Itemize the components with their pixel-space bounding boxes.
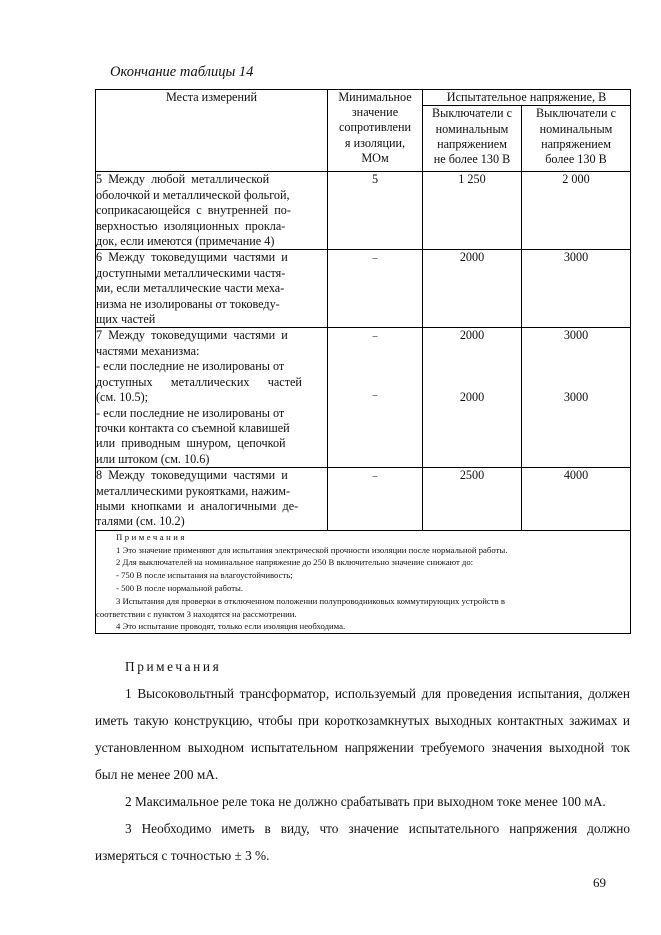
place-line: - если последние не изолированы от xyxy=(96,405,285,420)
header-min-value xyxy=(328,90,423,172)
voltage-le130-value-a: 2000 xyxy=(459,390,485,405)
min-resistance-value: 5 xyxy=(328,172,423,250)
place-line: ными кнопками и аналогичными де- xyxy=(96,498,299,513)
min-resistance-value xyxy=(328,250,423,328)
place-line: низма не изолированы от токоведу- xyxy=(96,296,280,311)
place-line: талями (см. 10.2) xyxy=(96,514,185,529)
row-place-cell xyxy=(96,250,328,328)
voltage-le130-value: 2500 xyxy=(423,468,522,531)
place-line: частями механизма: xyxy=(96,343,200,358)
voltage-le130-value: 1 250 xyxy=(423,172,522,250)
header-test-voltage: Испытательное напряжение, В xyxy=(423,90,631,106)
footnote-paragraph: 3 Необходимо иметь в виду, что значение испытательного напряжения должно измеряться с точностью ± 3 %. xyxy=(95,821,630,863)
header-min-line: МОм xyxy=(361,150,389,165)
table-note: - 500 В после нормальной работы. xyxy=(116,582,244,593)
table-notes-row xyxy=(96,530,631,633)
place-line: 5 Между любой металлической xyxy=(96,172,270,187)
place-line: доступных металлических частей xyxy=(96,374,302,389)
place-line: или штоком (см. 10.6) xyxy=(96,451,210,466)
table-notes-heading: Примечания xyxy=(116,531,187,542)
min-resistance-value-a xyxy=(328,387,422,403)
place-line: 6 Между токоведущими частями и xyxy=(96,250,288,265)
place-line: точки контакта со съемной клавишей xyxy=(96,420,290,435)
place-line: ми, если металлические части меха- xyxy=(96,281,285,296)
table-note: 3 Испытания для проверки в отключенном положении полупроводниковых коммутирующих устройств в xyxy=(116,595,505,606)
header-gt130-line: Выключатели с xyxy=(536,106,616,121)
footnote-paragraph: 2 Максимальное реле тока не должно срабатывать при выходном токе менее 100 мА. xyxy=(125,794,606,809)
voltage-le130-value: 2000 xyxy=(423,250,522,328)
header-places: Места измерений xyxy=(96,90,328,172)
header-le130-line: напряжением xyxy=(437,136,507,151)
table-row xyxy=(96,328,631,468)
place-line: металлическими рукоятками, нажим- xyxy=(96,483,291,498)
voltage-gt130-value: 3000 xyxy=(522,250,631,328)
table-note: соответствии с пунктом 3 находятся на рассмотрении. xyxy=(96,608,297,619)
header-gt130-line: номинальным xyxy=(539,121,613,136)
table-caption: Окончание таблицы 14 xyxy=(110,64,254,80)
dash-mark: – xyxy=(372,253,378,265)
insulation-test-table xyxy=(95,89,631,634)
header-gt130-line: напряжением xyxy=(541,136,611,151)
dash-mark: – xyxy=(372,471,378,483)
header-le130-line: номинальным xyxy=(435,121,509,136)
header-le130-line: Выключатели с xyxy=(432,106,512,121)
dash-mark: – xyxy=(372,390,378,402)
header-min-line: я изоляции, xyxy=(344,135,406,150)
place-line: верхностью изоляционных прокла- xyxy=(96,218,286,233)
header-min-line: значение xyxy=(351,105,399,120)
header-switches-le130 xyxy=(423,106,522,172)
place-line: 7 Между токоведущими частями и xyxy=(96,328,288,343)
table-note: 2 Для выключателей на номинальное напряжение до 250 В включительно значение снижают до: xyxy=(116,557,474,568)
row-place-cell xyxy=(96,328,328,468)
voltage-le130-value xyxy=(423,328,522,468)
voltage-gt130-value xyxy=(522,328,631,468)
page-number: 69 xyxy=(593,875,606,890)
place-line: оболочкой и металлической фольгой, xyxy=(96,187,290,202)
table-row xyxy=(96,172,631,250)
footnote-paragraph: 1 Высоковольтный трансформатор, используемый для проведения испытания, должен иметь такую конструкцию, чтобы при короткозамкнутых выходных контактных зажимах и установленном выходном испытательном напряжении требуемого значения выходной ток был не менее 200 мА. xyxy=(95,686,630,782)
place-line: 8 Между токоведущими частями и xyxy=(96,468,288,483)
header-min-line: Минимальное xyxy=(338,90,412,104)
place-line: щих частей xyxy=(96,312,156,327)
header-min-line: сопротивлени xyxy=(338,120,412,135)
footnotes xyxy=(95,653,630,869)
place-line: доступными металлическими частя- xyxy=(96,265,286,280)
place-line: соприкасающейся с внутренней по- xyxy=(96,203,291,218)
place-line: или приводным шнуром, цепочкой xyxy=(96,436,286,451)
table-row xyxy=(96,250,631,328)
min-resistance-value xyxy=(328,328,423,468)
voltage-gt130-value-b: 3000 xyxy=(563,328,589,343)
header-gt130-line: более 130 В xyxy=(545,152,607,167)
table-notes xyxy=(96,530,631,633)
voltage-gt130-value: 4000 xyxy=(522,468,631,531)
dash-mark: – xyxy=(372,331,378,343)
table-note: - 750 В после испытания на влагоустойчивость; xyxy=(116,570,293,581)
voltage-le130-value-b: 2000 xyxy=(459,328,485,343)
place-line: док, если имеются (примечание 4) xyxy=(96,234,275,249)
row-place-cell xyxy=(96,468,328,531)
row-place-cell xyxy=(96,172,328,250)
place-line: (см. 10.5); xyxy=(96,390,149,405)
footnotes-heading: Примечания xyxy=(125,659,222,674)
voltage-gt130-value-a: 3000 xyxy=(563,390,589,405)
table-note: 1 Это значение применяют для испытания электрической прочности изоляции после нормальной работы. xyxy=(116,544,508,555)
place-line: - если последние не изолированы от xyxy=(96,359,285,374)
min-resistance-value xyxy=(328,468,423,531)
voltage-gt130-value: 2 000 xyxy=(522,172,631,250)
header-switches-gt130 xyxy=(522,106,631,172)
table-note: 4 Это испытание проводят, только если изоляция необходима. xyxy=(116,621,346,632)
header-le130-line: не более 130 В xyxy=(433,152,511,167)
table-row xyxy=(96,468,631,531)
